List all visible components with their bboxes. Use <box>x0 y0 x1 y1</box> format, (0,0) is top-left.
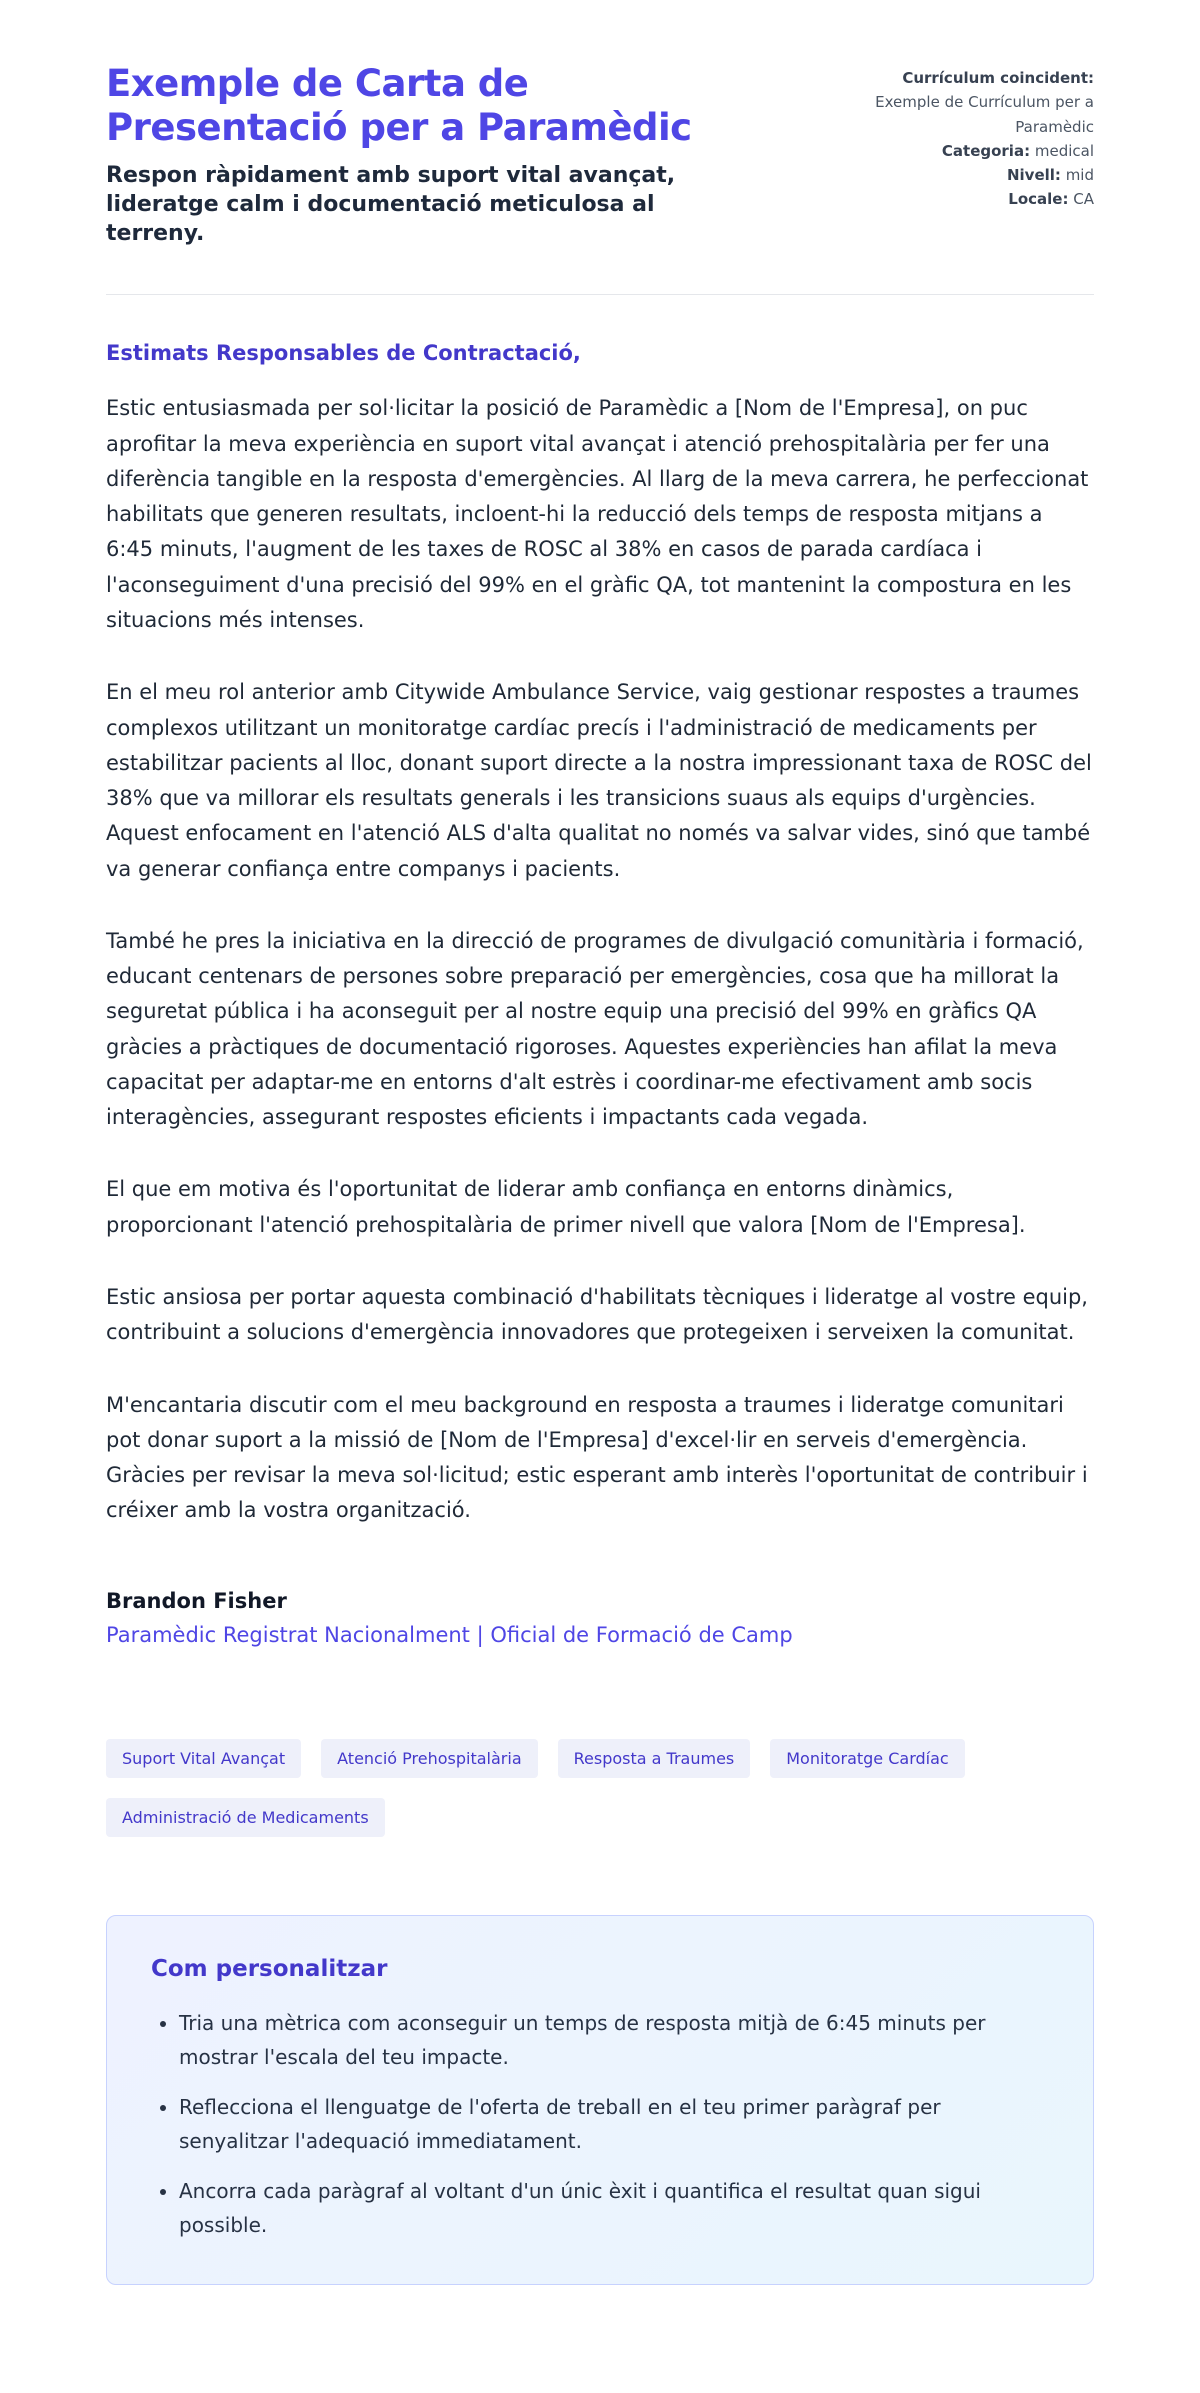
letter-paragraph-2: En el meu rol anterior amb Citywide Ambulance Service, vaig gestionar respostes a traumes complexos utilitzant un monitoratge cardíac precís i l'administració de medicaments per estabilitzar pacients al lloc, donant suport directe a la nostra impressionant taxa de ROSC del 38% que va millorar els resultats generals i les transicions suaus als equips d'urgències. Aquest enfocament en l'atenció ALS d'alta qualitat no només va salvar vides, sinó que també va generar confiança entre companys i pacients. <box>106 680 1092 881</box>
page-title: Exemple de Carta de Presentació per a Paramèdic <box>106 62 692 149</box>
header <box>106 62 1094 248</box>
meta-locale-line <box>832 187 1094 211</box>
signature-title: Paramèdic Registrat Nacionalment | Oficial de Formació de Camp <box>106 1622 793 1647</box>
letter-paragraph-5: Estic ansiosa per portar aquesta combinació d'habilitats tècniques i lideratge al vostre equip, contribuint a solucions d'emergència innovadores que protegeixen i serveixen la comunitat. <box>106 1284 1088 1345</box>
meta-locale-label: Locale: <box>1008 190 1069 209</box>
skill-tag-advanced-life-support: Suport Vital Avançat <box>106 1739 301 1778</box>
meta-level-line <box>832 163 1094 187</box>
letter-paragraph-1: Estic entusiasmada per sol·licitar la posició de Paramèdic a [Nom de l'Empresa], on puc aprofitar la meva experiència en suport vital avançat i atenció prehospitalària per fer una diferència tangible en la resposta d'emergències. Al llarg de la meva carrera, he perfeccionat habilitats que generen resultats, incloent-hi la reducció dels temps de resposta mitjans a 6:45 minuts, l'augment de les taxes de ROSC al 38% en casos de parada cardíaca i l'aconseguiment d'una precisió del 99% en el gràfic QA, tot mantenint la compostura en les situacions més intenses. <box>106 396 1089 632</box>
tip-item-1: • Tria una mètrica com aconseguir un temps de resposta mitjà de 6:45 minuts per mostrar l'escala del teu impacte. <box>179 2006 1049 2075</box>
skill-tag-medication-administration: Administració de Medicaments <box>106 1798 385 1837</box>
meta-panel <box>832 62 1094 212</box>
header-title-block <box>106 62 726 248</box>
letter-paragraph-3: També he pres la iniciativa en la direcció de programes de divulgació comunitària i formació, educant centenars de persones sobre preparació per emergències, cosa que ha millorat la seguretat pública i ha aconseguit per al nostre equip una precisió del 99% en gràfics QA gràcies a pràctiques de documentació rigoroses. Aquestes experiències han afilat la meva capacitat per adaptar-me en entorns d'alt estrès i coordinar-me efectivament amb socis interagències, assegurant respostes eficients i impactants cada vegada. <box>106 928 1084 1130</box>
tip-item-2: • Reflecciona el llenguatge de l'oferta de treball en el teu primer paràgraf per senyalitzar l'adequació immediatament. <box>179 2090 1049 2159</box>
skill-tag-cardiac-monitoring: Monitoratge Cardíac <box>770 1739 964 1778</box>
callout-title: Com personalitzar <box>151 1955 388 1982</box>
cover-letter-page <box>106 0 1094 2355</box>
tip-item-3: • Ancorra cada paràgraf al voltant d'un únic èxit i quantifica el resultat quan sigui possible. <box>179 2174 1049 2243</box>
letter-paragraph-6: M'encantaria discutir com el meu background en resposta a traumes i lideratge comunitari pot donar suport a la missió de [Nom de l'Empresa] d'excel·lir en serveis d'emergència. Gràcies per revisar la meva sol·licitud; estic esperant amb interès l'oportunitat de contribuir i créixer amb la vostra organització. <box>106 1392 1088 1523</box>
meta-category-label: Categoria: <box>941 141 1031 160</box>
letter-body <box>106 341 1094 1646</box>
skill-tags <box>106 1739 1094 1837</box>
tips-list <box>151 2006 1049 2242</box>
greeting: Estimats Responsables de Contractació, <box>106 341 581 366</box>
signature-block <box>106 1589 1094 1647</box>
meta-category-line <box>832 139 1094 163</box>
skill-tag-trauma-response: Resposta a Traumes <box>558 1739 751 1778</box>
meta-resume-line <box>832 66 1094 90</box>
meta-level-value: mid <box>1065 166 1094 185</box>
meta-resume-value: Exemple de Currículum per a Paramèdic <box>875 93 1094 136</box>
meta-category-value: medical <box>1034 141 1094 160</box>
page-subtitle: Respon ràpidament amb suport vital avançat, lideratge calm i documentació meticulosa al terreny. <box>106 163 676 247</box>
customize-callout <box>106 1915 1094 2285</box>
signature-name: Brandon Fisher <box>106 1588 287 1613</box>
divider <box>106 294 1094 295</box>
meta-level-label: Nivell: <box>1006 166 1061 185</box>
meta-locale-value: CA <box>1073 190 1094 209</box>
letter-paragraph-4: El que em motiva és l'oportunitat de liderar amb confiança en entorns dinàmics, proporcionant l'atenció prehospitalària de primer nivell que valora [Nom de l'Empresa]. <box>106 1177 1026 1237</box>
meta-resume-label: Currículum coincident: <box>902 69 1094 87</box>
skill-tag-prehospital-care: Atenció Prehospitalària <box>321 1739 538 1778</box>
